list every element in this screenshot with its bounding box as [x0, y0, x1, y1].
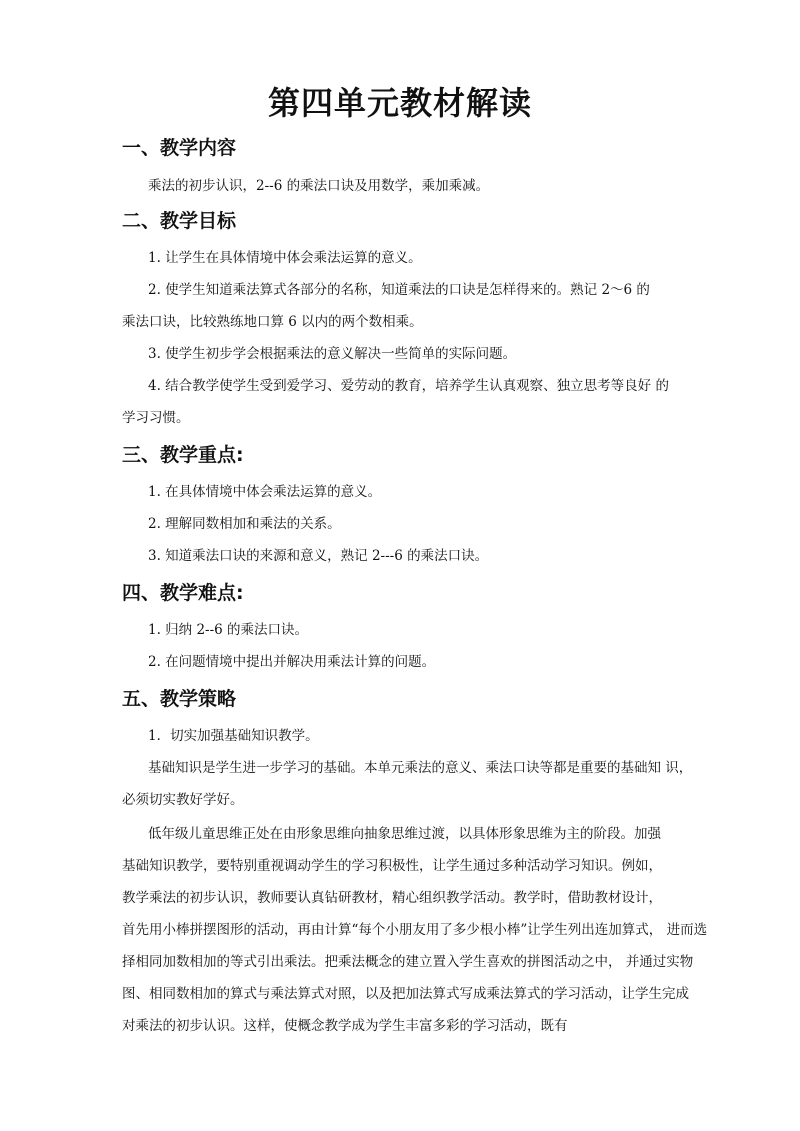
list-item: 1. 让学生在具体情境中体会乘法运算的意义。: [148, 250, 422, 266]
paragraph-line: 乘法的初步认识，2--6 的乘法口诀及用数学，乘加乘减。: [148, 178, 490, 194]
paragraph-line: 基础知识是学生进一步学习的基础。本单元乘法的意义、乘法口诀等都是重要的基础知 识，: [148, 760, 693, 776]
paragraph-line: 基础知识教学，要特别重视调动学生的学习积极性，让学生通过多种活动学习知识。例如，: [122, 858, 662, 874]
section-heading-difficulties: 四、教学难点:: [122, 582, 244, 604]
page-title: 第四单元教材解读: [267, 84, 532, 122]
paragraph-line: 必须切实教好学好。: [122, 792, 244, 808]
list-item: 3. 知道乘法口诀的来源和意义，熟记 2---6 的乘法口诀。: [148, 548, 489, 564]
paragraph-line: 低年级儿童思维正处在由形象思维向抽象思维过渡，以具体形象思维为主的阶段。加强: [148, 826, 661, 842]
list-item: 1. 在具体情境中体会乘法运算的意义。: [148, 484, 382, 500]
list-item: 2. 理解同数相加和乘法的关系。: [148, 516, 341, 532]
section-heading-strategies: 五、教学策略: [122, 688, 237, 710]
list-item-continuation: 乘法口诀，比较熟练地口算 6 以内的两个数相乘。: [122, 314, 423, 330]
paragraph-line: 择相同加数相加的等式引出乘法。把乘法概念的建立置入学生喜欢的拼图活动之中， 并通过实物: [122, 954, 694, 970]
list-item: 2. 使学生知道乘法算式各部分的名称，知道乘法的口诀是怎样得来的。熟记 2～6 的: [148, 282, 650, 298]
section-heading-content: 一、教学内容: [122, 137, 237, 159]
paragraph-line: 首先用小棒拼摆图形的活动，再由计算“每个小朋友用了多少根小棒”让学生列出连加算式， 进而选: [122, 922, 708, 938]
section-heading-objectives: 二、教学目标: [122, 210, 237, 232]
list-item-continuation: 学习习惯。: [122, 410, 190, 426]
paragraph-line: 图、相同数相加的算式与乘法算式对照，以及把加法算式写成乘法算式的学习活动，让学生完成: [122, 986, 689, 1002]
section-heading-key-points: 三、教学重点:: [122, 444, 244, 466]
paragraph-line: 对乘法的初步认识。这样，使概念教学成为学生丰富多彩的学习活动，既有: [122, 1018, 568, 1034]
list-item: 1. 归纳 2--6 的乘法口诀。: [148, 622, 309, 638]
paragraph-line: 教学乘法的初步认识，教师要认真钻研教材，精心组织教学活动。教学时，借助教材设计，: [122, 890, 662, 906]
list-item: 4. 结合教学使学生受到爱学习、爱劳动的教育，培养学生认真观察、独立思考等良好 的: [148, 378, 669, 394]
list-item: 1．切实加强基础知识教学。: [148, 728, 319, 744]
list-item: 3. 使学生初步学会根据乘法的意义解决一些简单的实际问题。: [148, 346, 517, 362]
list-item: 2. 在问题情境中提出并解决用乘法计算的问题。: [148, 654, 436, 670]
